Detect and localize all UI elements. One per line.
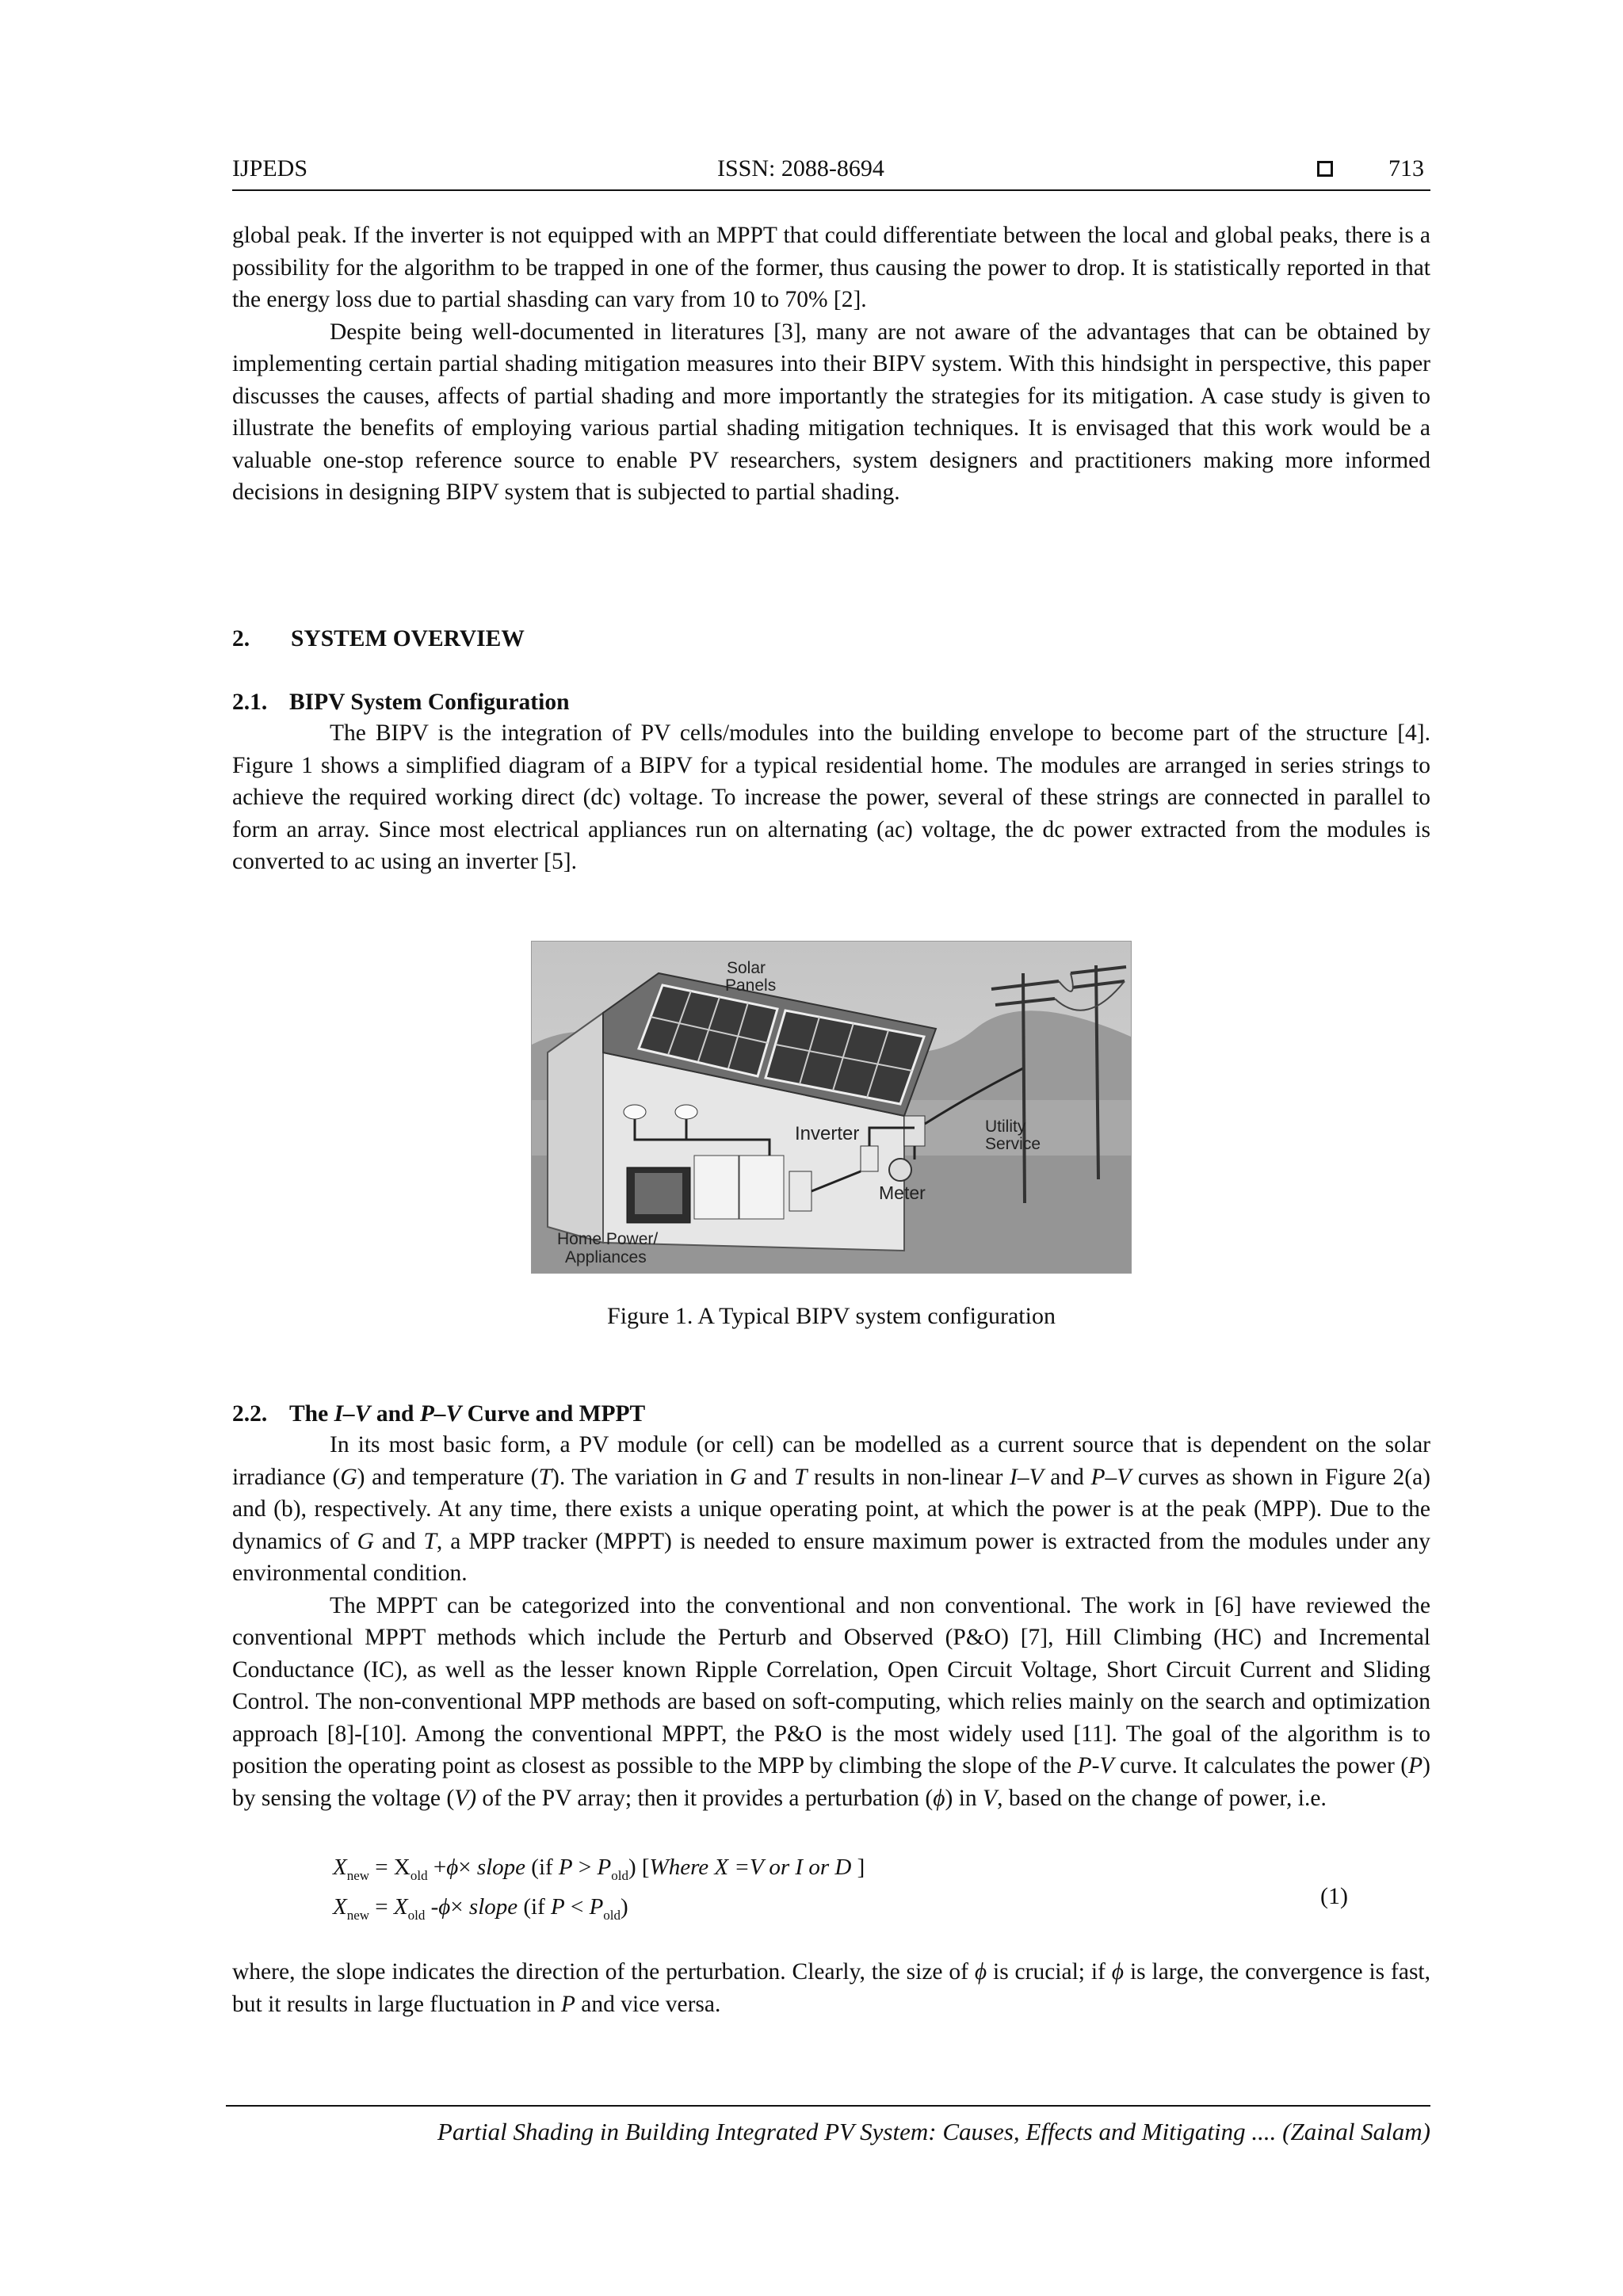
lamp-icon xyxy=(675,1105,697,1119)
figure-caption: Figure 1. A Typical BIPV system configuration xyxy=(607,1303,1056,1329)
subsection-2-1-paragraph: The BIPV is the integration of PV cells/modules into the building envelope to become part of the structure [4]. Figure 1 shows a simplified diagram of a BIPV for a typical residential home. The modules are arranged in series strings to achieve the required working direct (dc) voltage. To increase the power, several of these strings are connected in parallel to form an array. Since most electrical appliances run on alternating (ac) voltage, the dc power extracted from the modules is converted to ac using an inverter [5]. xyxy=(232,720,1430,874)
section-title: SYSTEM OVERVIEW xyxy=(291,626,525,651)
subsection-heading-2-1 xyxy=(232,690,569,716)
label-appliances: Appliances xyxy=(565,1248,647,1266)
equation-number: (1) xyxy=(1320,1883,1348,1909)
dryer-appliance xyxy=(739,1156,784,1219)
footer-rule xyxy=(226,2105,1430,2107)
house-side-wall xyxy=(548,1013,603,1243)
label-meter: Meter xyxy=(879,1182,926,1203)
subsection-title-part: P–V xyxy=(419,1401,462,1427)
label-utility: Utility xyxy=(985,1117,1026,1136)
subsection-title-part: and xyxy=(370,1401,420,1427)
bipv-illustration xyxy=(532,942,1131,1273)
label-panels: Panels xyxy=(725,976,777,995)
subsection-heading-2-2 xyxy=(232,1401,645,1427)
label-inverter: Inverter xyxy=(795,1123,860,1144)
subsection-number: 2.2. xyxy=(232,1401,268,1427)
section-heading xyxy=(232,626,525,652)
intro-text xyxy=(232,220,1430,509)
panel-box xyxy=(789,1171,812,1211)
subsection-title-part: Curve and MPPT xyxy=(461,1401,646,1427)
subsection-title: BIPV System Configuration xyxy=(289,690,570,715)
header-rule xyxy=(232,189,1430,191)
label-service: Service xyxy=(985,1135,1041,1153)
checkbox-square-icon xyxy=(1317,161,1333,177)
subsection-title-part: The xyxy=(289,1401,334,1427)
after-equation-paragraph: where, the slope indicates the direction of the perturbation. Clearly, the size of ϕ is crucial; if ϕ is large, the convergence is fast, but it results in large fluctuation in P and vice versa. xyxy=(232,1959,1431,2017)
journal-name: IJPEDS xyxy=(232,155,308,181)
lamp-icon xyxy=(624,1105,646,1119)
label-solar: Solar xyxy=(727,959,766,977)
subsection-2-2-paragraph-1: In its most basic form, a PV module (or cell) can be modelled as a current source that is dependent on the solar irradiance (G) and temperature (T). The variation in G and T results in non-linear I–V and P–V curves as shown in Figure 2(a) and (b), respectively. At any time, there exists a unique operating point, at which the power is at the peak (MPP). Due to the dynamics of G and T, a MPP tracker (MPPT) is needed to ensure maximum power is extracted from the modules under any environmental condition. xyxy=(232,1432,1431,1586)
label-home-power: Home Power/ xyxy=(557,1230,659,1248)
subsection-2-2-text xyxy=(232,1429,1430,1814)
intro-paragraph-2: Despite being well-documented in literatures [3], many are not aware of the advantages that can be obtained by implementing certain partial shading mitigation measures into their BIPV system. With this hindsight in perspective, this paper discusses the causes, affects of partial shading and more importantly the strategies for its mitigation. A case study is given to illustrate the benefits of employing various partial shading mitigation techniques. It is envisaged that this work would be a valuable one-stop reference source to enable PV researchers, system designers and practitioners making more informed decisions in designing BIPV system that is subjected to partial shading. xyxy=(232,319,1430,505)
inverter-box xyxy=(861,1146,878,1171)
after-equation-text xyxy=(232,1956,1430,2020)
issn: ISSN: 2088-8694 xyxy=(717,155,884,181)
subsection-title-part: I–V xyxy=(334,1401,371,1427)
meter-icon xyxy=(889,1159,911,1181)
subsection-2-1-text xyxy=(232,717,1430,878)
running-footer: Partial Shading in Building Integrated PV System: Causes, Effects and Mitigating .... (Zainal Salam) xyxy=(437,2118,1430,2145)
washer-appliance xyxy=(694,1156,739,1219)
equation-line-1: $X_{new} = X_{old} +\phi\times$ slope (if $P > P_{old}$) [Where X =V or I or D ] xyxy=(333,1855,865,1883)
page-number: 713 xyxy=(1388,155,1424,181)
subsection-number: 2.1. xyxy=(232,690,268,715)
bipv-figure xyxy=(531,941,1132,1274)
disconnect-box xyxy=(904,1116,925,1146)
equation-line-2: $X_{new} = X_{old}$ -ϕ× slope (if $P < P_{old}$) xyxy=(333,1894,628,1923)
intro-paragraph-1: global peak. If the inverter is not equipped with an MPPT that could differentiate between the local and global peaks, there is a possibility for the algorithm to be trapped in one of the former, thus causing the power to drop. It is statistically reported in that the energy loss due to partial shasding can vary from 10 to 70% [2]. xyxy=(232,223,1430,312)
section-number: 2. xyxy=(232,626,250,651)
subsection-2-2-paragraph-2: The MPPT can be categorized into the conventional and non conventional. The work in [6] have reviewed the conventional MPPT methods which include the Perturb and Observed (P&O) [7], Hill Climbing (HC) and Incremental Conductance (IC), as well as the lesser known Ripple Correlation, Open Circuit Voltage, Short Circuit Current and Sliding Control. The non-conventional MPP methods are based on soft-computing, which relies mainly on the search and optimization approach [8]-[10]. Among the conventional MPPT, the P&O is the most widely used [11]. The goal of the algorithm is to position the operating point as closest as possible to the MPP by climbing the slope of the P-V curve. It calculates the power (P) by sensing the voltage (V) of the PV array; then it provides a perturbation (ϕ) in V, based on the change of power, i.e. xyxy=(232,1592,1430,1811)
